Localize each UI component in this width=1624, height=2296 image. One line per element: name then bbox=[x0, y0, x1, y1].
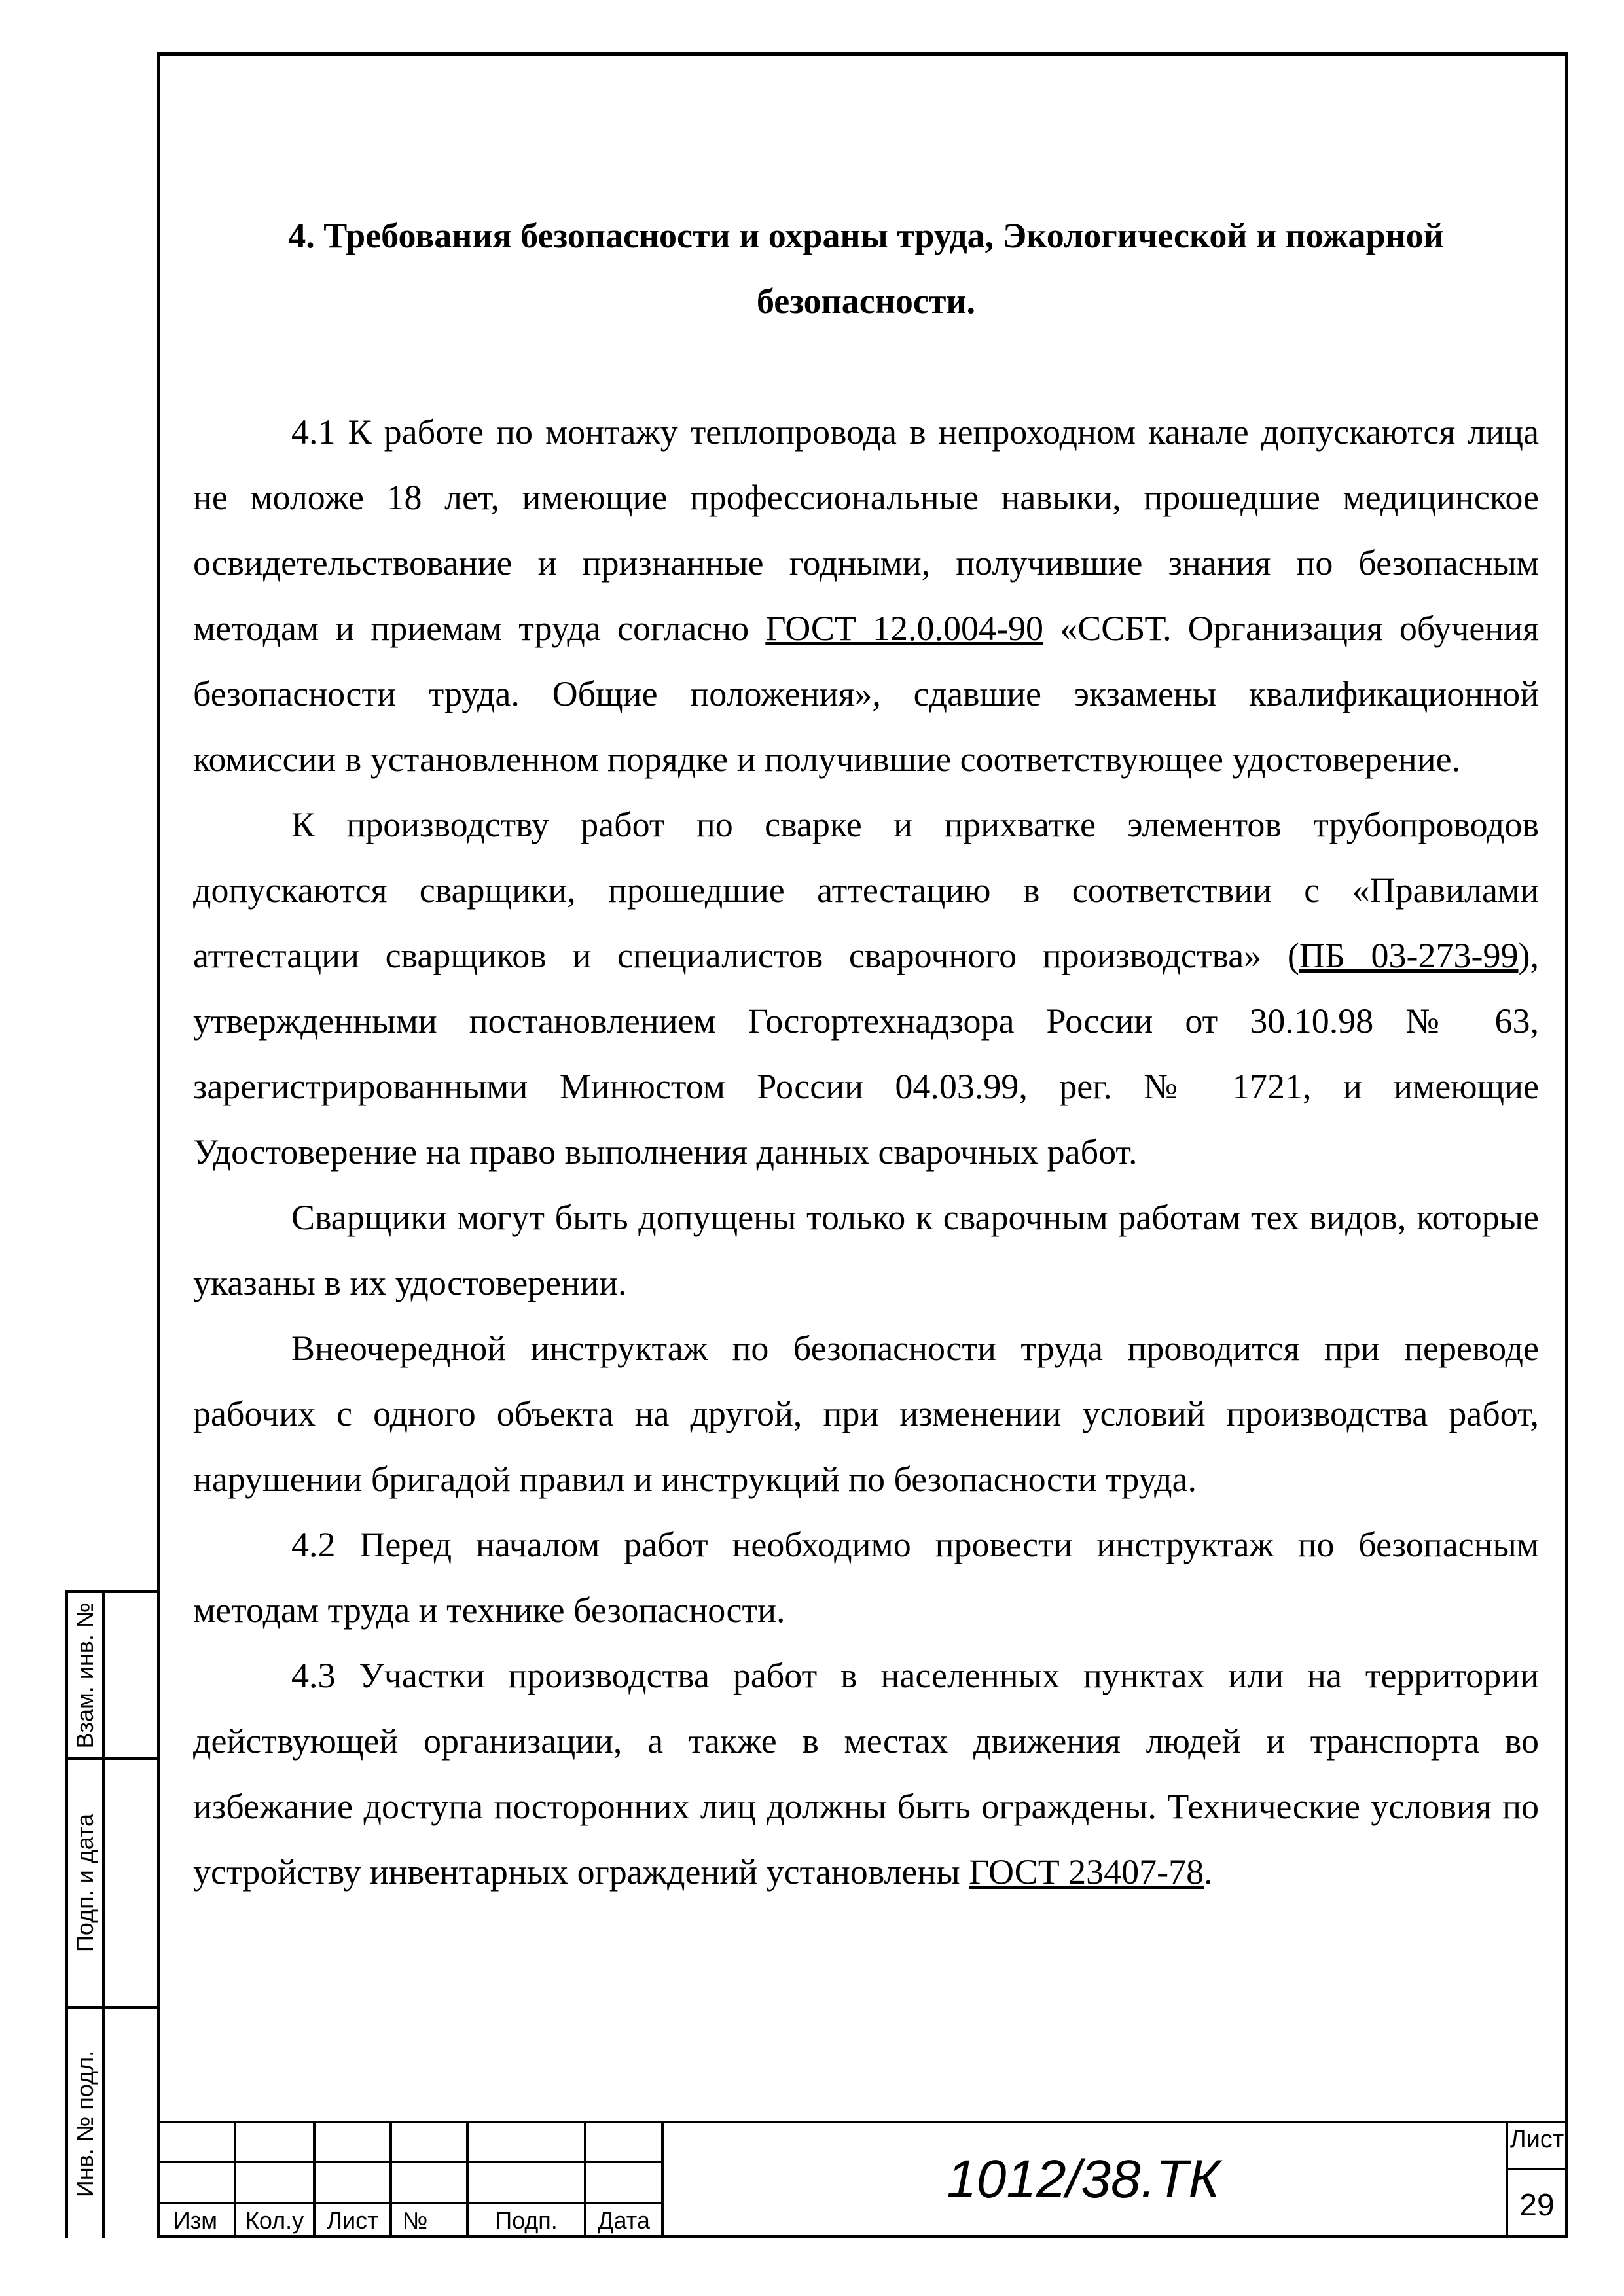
paragraph-4-3 bbox=[193, 1643, 1539, 1905]
title-block bbox=[157, 2121, 1568, 2238]
paragraph-welders-admission: Сварщики могут быть допущены только к сварочным работам тех видов, которые указаны в их удостоверении. bbox=[193, 1198, 1539, 1302]
gost-12-0-004-link[interactable]: ГОСТ 12.0.004-90 bbox=[765, 609, 1044, 648]
col-izm: Изм bbox=[173, 2207, 218, 2234]
col-kol-uch: Кол.у bbox=[245, 2207, 304, 2234]
section-heading bbox=[193, 203, 1539, 334]
document-body bbox=[193, 203, 1539, 1905]
inv-podl-label: Инв. № подл. bbox=[71, 2050, 98, 2197]
paragraph-4-1 bbox=[193, 399, 1539, 792]
paragraph-text: 4.3 Участки производства работ в населенных пунктах или на территории действующей организации, а также в местах движения людей и транспорта во избежание доступа посторонних лиц должны быть ограждены. Технические условия по устройству инвентарных ограждений установлены bbox=[193, 1656, 1539, 1892]
sheet-number: 29 bbox=[1519, 2188, 1555, 2223]
paragraph-text: . bbox=[1204, 1852, 1213, 1892]
tb-line bbox=[1506, 2168, 1568, 2170]
zam-inv-label: Взам. инв. № bbox=[71, 1602, 98, 1749]
side-stamp bbox=[65, 1590, 157, 2238]
paragraph-text: К производству работ по сварке и прихватке элементов трубопроводов допускаются сварщики, прошедшие аттестацию в соответствии с «Правилами аттестации сварщиков и специалистов сварочного производства» ( bbox=[193, 805, 1539, 975]
side-label-cell bbox=[65, 2009, 105, 2238]
side-label-cell bbox=[65, 1760, 105, 2006]
col-number: № bbox=[402, 2207, 428, 2234]
paragraph-text: «ССБТ. Организация обучения безопасности труда. Общие положения», сдавшие экзамены квалификационной комиссии в установленном порядке и получившие соответствующее удостоверение. bbox=[193, 609, 1540, 779]
side-cell-inv-podl bbox=[65, 2009, 157, 2238]
col-podp: Подп. bbox=[495, 2207, 558, 2234]
paragraph-welders bbox=[193, 792, 1539, 1185]
document-number: 1012/38.ТК bbox=[947, 2149, 1220, 2209]
side-cell-podp-data bbox=[65, 1760, 157, 2009]
paragraph-text: ), утвержденными постановлением Госгортехнадзора России от 30.10.98 № 63, зарегистрированными Минюстом России 04.03.99, рег. № 1721, и имеющие Удостоверение на право выполнения данных сварочных работ. bbox=[193, 936, 1539, 1172]
sheet-label: Лист bbox=[1509, 2126, 1564, 2153]
paragraph-4-2: 4.2 Перед началом работ необходимо провести инструктаж по безопасным методам труда и технике безопасности. bbox=[193, 1525, 1539, 1630]
col-data: Дата bbox=[598, 2207, 650, 2234]
paragraph-briefing: Внеочередной инструктаж по безопасности труда проводится при переводе рабочих с одного объекта на другой, при изменении условий производства работ, нарушении бригадой правил и инструкций по безопасности труда. bbox=[193, 1329, 1539, 1499]
side-cell-zam-inv bbox=[65, 1593, 157, 1760]
podp-data-label: Подп. и дата bbox=[71, 1813, 98, 1953]
pb-03-273-99-link[interactable]: ПБ 03-273-99 bbox=[1299, 936, 1519, 975]
heading-line-2: безопасности. bbox=[757, 281, 975, 321]
col-list: Лист bbox=[327, 2207, 378, 2234]
heading-line-1: 4. Требования безопасности и охраны труда, Экологической и пожарной bbox=[288, 216, 1444, 255]
paragraph-text: 4.1 К работе по монтажу теплопровода в непроходном канале допускаются лица не моложе 18 лет, имеющие профессиональные навыки, прошедшие медицинское освидетельствование и признанные годными, получившие знания по безопасным методам и приемам труда согласно bbox=[193, 412, 1539, 648]
side-label-cell bbox=[65, 1593, 105, 1757]
gost-23407-78-link[interactable]: ГОСТ 23407-78 bbox=[969, 1852, 1204, 1892]
